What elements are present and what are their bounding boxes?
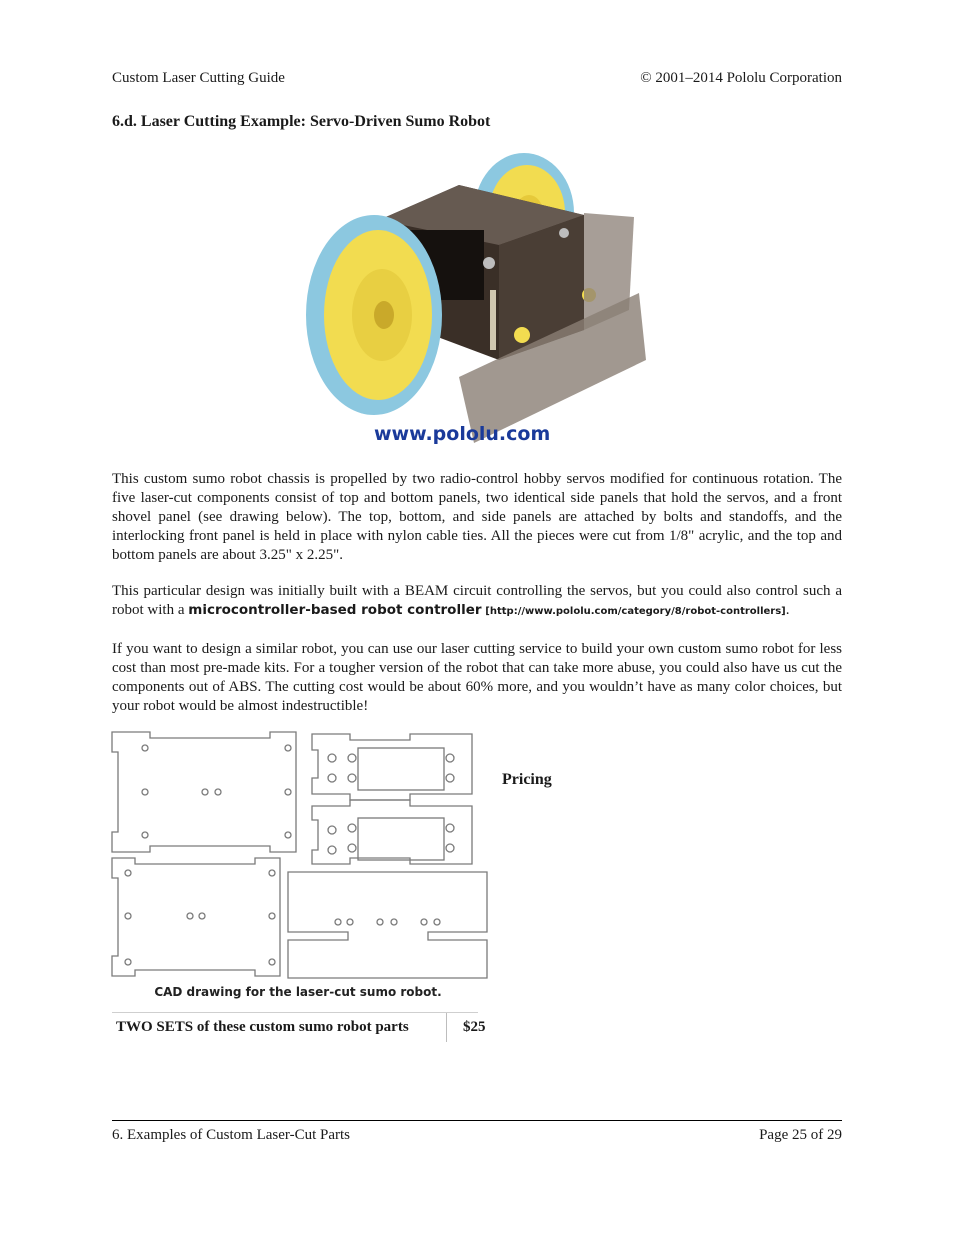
cad-side-panel-2 [312,800,472,864]
cad-top-panel [112,732,296,852]
cad-shovel-panel [288,872,487,978]
price-value: $25 [463,1019,486,1035]
paragraph-description: This custom sumo robot chassis is propelled by two radio-control hobby servos modified for continuous rotation. The five laser-cut components consist of top and bottom panels, two identical side panels that hold the servos, and a front shovel panel (see drawing below). The top, bottom, and side panels are attached by bolts and standoffs, and the interlocking front panel is held in place with nylon cable ties. All the pieces were cut from 1/8" acrylic, and the top and bottom panels are about 3.25" x 2.25". [112,471,842,563]
robot-controller-link[interactable]: microcontroller-based robot controller [188,602,482,618]
paragraph-design-your-own: If you want to design a similar robot, you can use our laser cutting service to build your own custom sumo robot for less cost than most pre-made kits. For a tougher version of the robot that can take more abuse, you could also have us cut the components out of ABS. The cutting cost would be about 60% more, and you wouldn’t have as many color choices, but your robot would be almost indestructible! [112,641,842,714]
sumo-robot-photo [284,145,664,450]
paragraph-controller-end: . [785,602,790,618]
header-copyright: © 2001–2014 Pololu Corporation [640,70,842,86]
cad-caption: CAD drawing for the laser-cut sumo robot. [154,985,442,999]
cad-drawing [110,728,490,983]
footer-page-number: Page 25 of 29 [759,1127,842,1143]
table-row [112,1013,507,1042]
header-guide-title: Custom Laser Cutting Guide [112,70,285,86]
price-table [112,1013,507,1042]
front-wheel-image [306,215,442,415]
footer-chapter: 6. Examples of Custom Laser-Cut Parts [112,1127,351,1143]
photo-watermark: www.pololu.com [374,423,551,445]
price-item: TWO SETS of these custom sumo robot parts [112,1013,447,1042]
section-title: 6.d. Laser Cutting Example: Servo-Driven Sumo Robot [112,113,491,130]
paragraph-controller [112,582,842,621]
paragraph-controller-text: This particular design was initially built with a BEAM circuit controlling the servos, but you could also control such a robot with a [112,583,842,618]
pricing-heading: Pricing [502,771,552,788]
cad-bottom-panel [112,858,280,976]
cad-side-panel-1 [312,734,472,800]
robot-controller-url[interactable]: [http://www.pololu.com/category/8/robot-controllers] [485,606,786,617]
footer-divider [112,1120,842,1121]
